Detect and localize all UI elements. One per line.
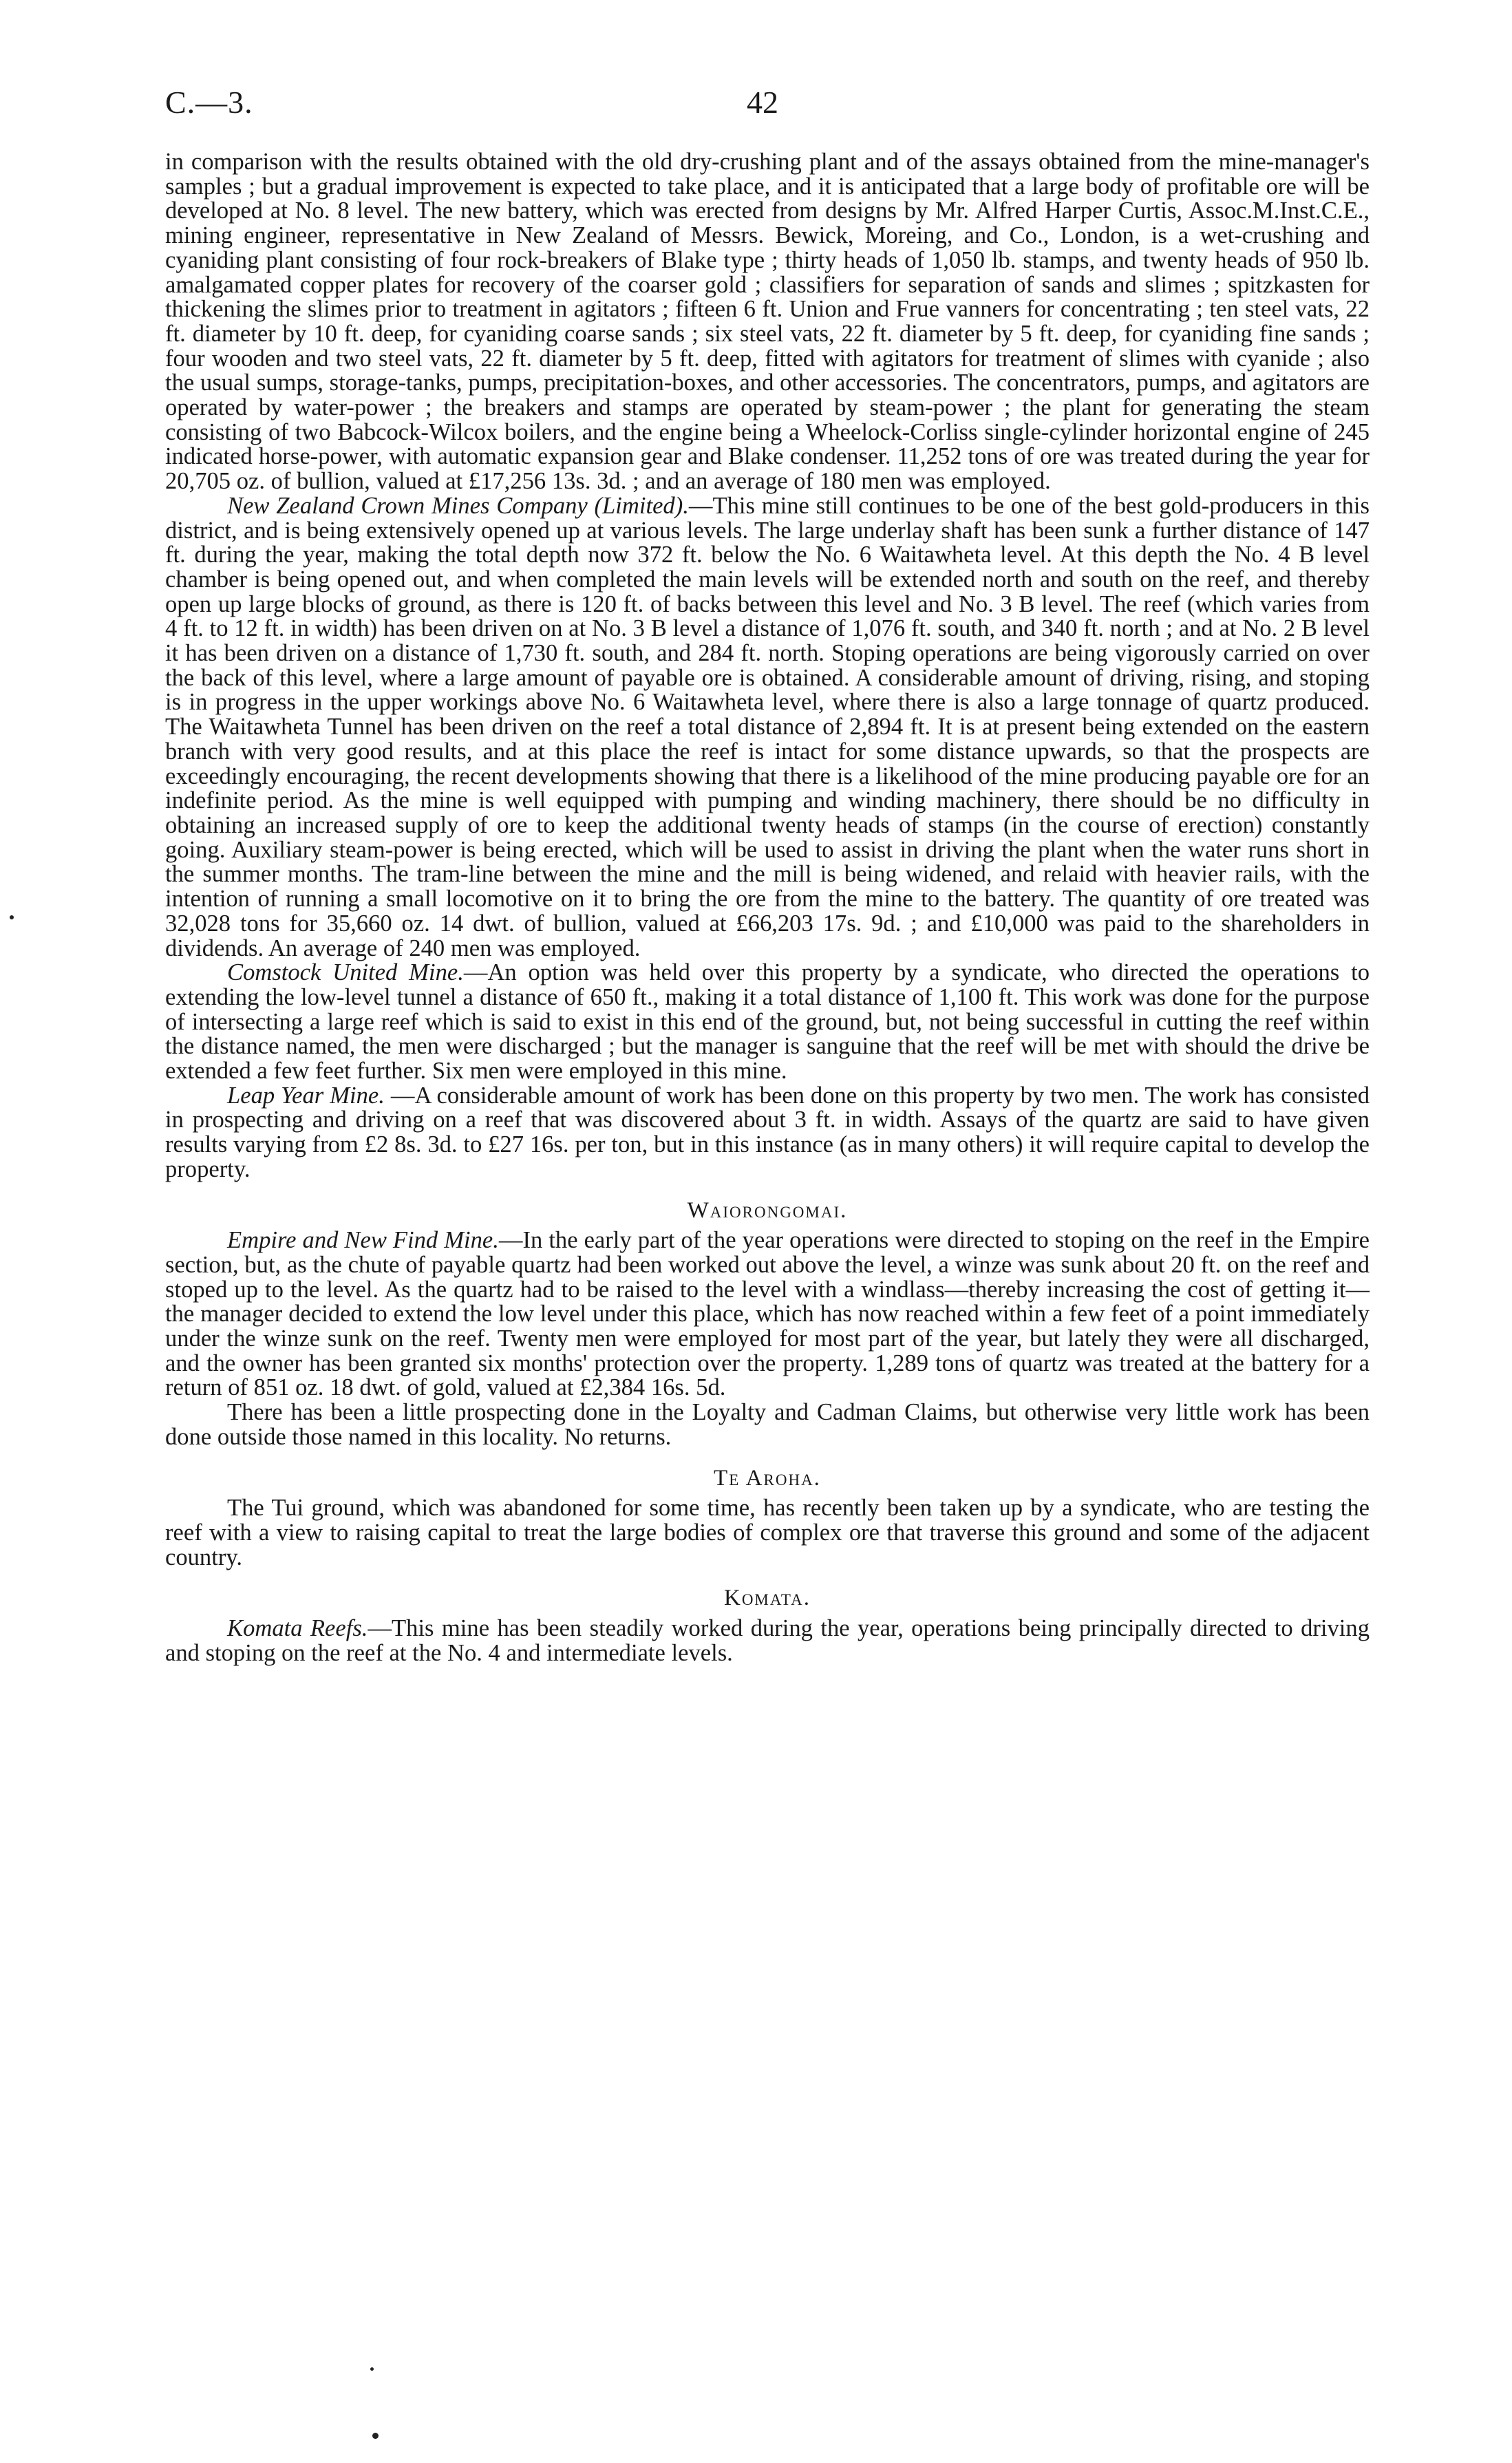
paragraph-new-zealand-crown-mines xyxy=(165,494,1370,961)
ink-speck xyxy=(372,2433,379,2439)
paragraph-text: There has been a little prospecting done in the Loyalty and Cadman Claims, but otherwise very little work has been done outside those named in this locality. No returns. xyxy=(165,1399,1370,1450)
ink-speck xyxy=(10,915,14,919)
section-heading-te-aroha: Te Aroha. xyxy=(714,1465,821,1491)
paragraph-tui-ground xyxy=(165,1496,1370,1570)
page-header xyxy=(165,84,1370,125)
paragraph-text: —In the early part of the year operations were directed to stoping on the reef in the Empire section, but, as the chute of payable quartz had been worked out above the level, a winze was sunk about 20 ft. on the reef and stoped up to the level. As the quartz had to be raised to the level with a windlass—thereby increasing the cost of getting it—the manager decided to extend the low level under this place, which has now reached within a few feet of a point immediately under the winze sunk on the reef. Twenty men were employed for most part of the year, but lately they were all discharged, and the owner has been granted six months' protection over the property. 1,289 tons of quartz was treated at the battery for a return of 851 oz. 18 dwt. of gold, valued at £2,384 16s. 5d. xyxy=(165,1227,1370,1401)
paragraph-text: —A considerable amount of work has been done on this property by two men. The work has consisted in prospecting and driving on a reef that was discovered about 3 ft. in width. Assays of the quartz are said to have given results varying from £2 8s. 3d. to £27 16s. per ton, but in this instance (as in many others) it will require capital to develop the property. xyxy=(165,1082,1370,1182)
ink-speck xyxy=(370,2367,374,2371)
paragraph-title: Leap Year Mine. xyxy=(227,1082,385,1109)
paragraph-title: Komata Reefs. xyxy=(227,1615,368,1642)
paragraph-title: Comstock United Mine. xyxy=(227,959,464,986)
paragraph-title: New Zealand Crown Mines Company (Limited). xyxy=(227,492,689,519)
paragraph-continuation xyxy=(165,150,1370,494)
page-number: 42 xyxy=(747,85,778,120)
section-heading-komata: Komata. xyxy=(723,1586,811,1611)
paragraph-text: The Tui ground, which was abandoned for some time, has recently been taken up by a syndicate, who are testing the reef with a view to raising capital to treat the large bodies of complex ore that traverse this ground and some of the adjacent country. xyxy=(165,1495,1370,1570)
paragraph-comstock-united-mine xyxy=(165,961,1370,1084)
section-heading-waiorongomai: Waiorongomai. xyxy=(687,1197,848,1223)
paragraph-title: Empire and New Find Mine. xyxy=(227,1227,499,1254)
paragraph-text: —An option was held over this property by a syndicate, who directed the operations to extending the low-level tunnel a distance of 650 ft., making it a total distance of 1,100 ft. This work was done for the purpose of intersecting a large reef which is said to exist in this end of the ground, but, not being successful in cutting the reef within the distance named, the men were discharged ; but the manager is sanguine that the reef will be met with should the drive be extended a few feet further. Six men were employed in this mine. xyxy=(165,959,1370,1085)
paragraph-loyalty-and-cadman-claims xyxy=(165,1400,1370,1449)
paragraph-text: —This mine has been steadily worked during the year, operations being principally directed to driving and stoping on the reef at the No. 4 and intermediate levels. xyxy=(165,1615,1370,1666)
document-reference: C.—3. xyxy=(165,85,253,120)
paragraph-komata-reefs xyxy=(165,1617,1370,1665)
paragraph-leap-year-mine xyxy=(165,1084,1370,1182)
paragraph-text: in comparison with the results obtained with the old dry-crushing plant and of the assays obtained from the mine-manager's samples ; but a gradual improvement is expected to take place, and it is anticipated that a large body of profitable ore will be developed at No. 8 level. The new battery, which was erected from designs by Mr. Alfred Harper Curtis, Assoc.M.Inst.C.E., mining engineer, representative in New Zealand of Messrs. Bewick, Moreing, and Co., London, is a wet-crushing and cyaniding plant consisting of four rock-breakers of Blake type ; thirty heads of 1,050 lb. stamps, and twenty heads of 950 lb. amalgamated copper plates for recovery of the coarser gold ; classifiers for separation of sands and slimes ; spitzkasten for thickening the slimes prior to treatment in agitators ; fifteen 6 ft. Union and Frue vanners for concentrating ; ten steel vats, 22 ft. diameter by 10 ft. deep, for cyaniding coarse sands ; six steel vats, 22 ft. diameter by 5 ft. deep, for cyaniding fine sands ; four wooden and two steel vats, 22 ft. diameter by 5 ft. deep, fitted with agitators for treatment of slimes with cyanide ; also the usual sumps, storage-tanks, pumps, precipitation-boxes, and other accessories. The concentrators, pumps, and agitators are operated by water-power ; the breakers and stamps are operated by steam-power ; the plant for generating the steam consisting of two Babcock-Wilcox boilers, and the engine being a Wheelock-Corliss single-cylinder horizontal engine of 245 indicated horse-power, with automatic expansion gear and Blake condenser. 11,252 tons of ore was treated during the year for 20,705 oz. of bullion, valued at £17,256 13s. 3d. ; and an average of 180 men was employed. xyxy=(165,149,1370,495)
paragraph-empire-and-new-find-mine xyxy=(165,1228,1370,1400)
page-body xyxy=(165,150,1370,1665)
paragraph-text: —This mine still continues to be one of the best gold-producers in this district, and is being extensively opened up at various levels. The large underlay shaft has been sunk a further distance of 147 ft. during the year, making the total depth now 372 ft. below the No. 6 Waitawheta level. At this depth the No. 4 B level chamber is being opened out, and when completed the main levels will be extended north and south on the reef, and thereby open up large blocks of ground, as there is 120 ft. of backs between this level and No. 3 B level. The reef (which varies from 4 ft. to 12 ft. in width) has been driven on at No. 3 B level a distance of 1,076 ft. south, and 340 ft. north ; and at No. 2 B level it has been driven on a distance of 1,730 ft. south, and 284 ft. north. Stoping operations are being vigorously carried on over the back of this level, where a large amount of payable ore is obtained. A considerable amount of driving, rising, and stoping is in progress in the upper workings above No. 6 Waitawheta level, where there is also a large tonnage of quartz produced. The Waitawheta Tunnel has been driven on the reef a total distance of 2,894 ft. It is at present being extended on the eastern branch with very good results, and at this place the reef is intact for some distance upwards, so that the prospects are exceedingly encouraging, the recent developments showing that there is a likelihood of the mine producing payable ore for an indefinite period. As the mine is well equipped with pumping and winding machinery, there should be no difficulty in obtaining an increased supply of ore to keep the additional twenty heads of stamps (in the course of erection) constantly going. Auxiliary steam-power is being erected, which will be used to assist in driving the plant when the water runs short in the summer months. The tram-line between the mine and the mill is being widened, and relaid with heavier rails, with the intention of running a small locomotive on it to bring the ore from the mine to the battery. The quantity of ore treated was 32,028 tons for 35,660 oz. 14 dwt. of bullion, valued at £66,203 17s. 9d. ; and £10,000 was paid to the shareholders in dividends. An average of 240 men was employed. xyxy=(165,492,1370,961)
